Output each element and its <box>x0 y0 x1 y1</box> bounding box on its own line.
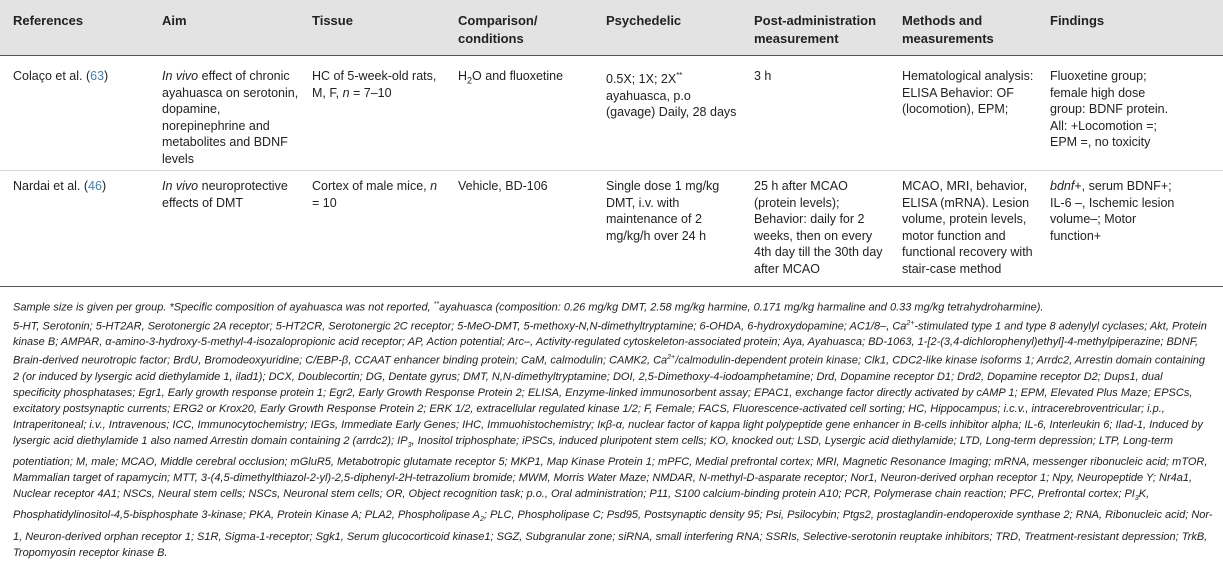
footnote-p2-sub1: 3 <box>407 442 412 450</box>
row1-comparison <box>458 68 598 89</box>
row2-psychedelic: Single dose 1 mg/kg DMT, i.v. with maintenance of 2 mg/kg/h over 24 h <box>606 179 720 243</box>
row1-tissue-n: n <box>342 85 350 100</box>
row1-reference <box>13 68 153 85</box>
row1-aim-text: effect of chronic ayahuasca on serotonin, dopamine, norepinephrine and metabolites and BDNF levels <box>162 69 299 166</box>
row2-findings <box>1050 178 1180 244</box>
footnote-abbreviations <box>13 316 1213 561</box>
row1-tissue <box>312 68 447 101</box>
header-comparison: Comparison/ conditions <box>458 13 538 46</box>
footnote-p2-a: 5-HT, Serotonin; 5-HT2AR, Serotonergic 2A receptor; 5-HT2CR, Serotonergic 2C receptor; 5-MeO-DMT, 5-methoxy-N,N-dimethyltryptamine; 6-OHDA, 6-hydroxydopamine; AC1/8–, Ca <box>13 320 907 333</box>
header-tissue: Tissue <box>312 13 353 28</box>
footnote-p2-b: -stimulated type 1 and type 8 adenylyl cyclases; Akt, Protein kinase B; AMPAR, α-amino-3-hydroxy-5-methyl-4-isozalopropionic acid receptor; AP, Action potential; Arc–, Activity-regulated cytoskeleton-associated protein; Aya, Ayahuasca; BD-1063, 1-[2-(3,4-dichlorophenyl)ethyl]-4-methylpiperazine; BDNF, Brain-derived neurotropic factor; BrdU, Bromodeoxyuridine; C/EBP-β, CCAAT enhancer binding protein; CaM, calmodulin; CAMK2, Ca <box>13 320 1207 367</box>
row2-tissue-b: = 10 <box>312 195 337 210</box>
row1-psy-b: ayahuasca, p.o (gavage) Daily, 28 days <box>606 88 737 120</box>
row1-tissue-a: HC of 5-week-old rats, M, F, <box>312 69 437 100</box>
row2-ref-link[interactable]: 46 <box>88 179 102 193</box>
row1-comp-a: H <box>458 69 468 83</box>
footnote-p2-f: ; PLC, Phospholipase C; Psd95, Postsynaptic density 95; Psi, Psilocybin; Ptgs2, prostaglandin-endoperoxide synthase 2; RNA, Ribonucleic acid; Nor-1, Neuron-derived orphan receptor 1; S1R, Sigma-1-receptor; Sgk1, Serum glucocorticoid kinase1; SGZ, Subgranular zone; siRNA, small interfering RNA; SSRIs, Selective-serotonin reuptake inhibitors; TRD, Treatment-resistant depression; TrkB, Tropomyosin receptor kinase B. <box>13 509 1213 559</box>
row2-tissue-n: n <box>430 179 438 193</box>
row1-aim <box>162 68 302 167</box>
row1-findings: Fluoxetine group; female high dose group: BDNF protein. All: +Locomotion =; EPM =, no toxicity <box>1050 69 1169 149</box>
row2-findings-italic: bdnf <box>1050 179 1075 193</box>
row2-aim <box>162 178 302 211</box>
row2-ref-author: Nardai et al. ( <box>13 179 89 193</box>
footnote-p2-c: /calmodulin-dependent protein kinase; Clk1, CDC2-like kinase isoforms 1; Arrdc2, Arrestin domain containing 2 (or induced by lysergic acid diethylamide 1, ilad1); DCX, Doublecortin; DG, Dentate gyrus; DMT, N,N-dimethyltryptamine; DOI, 2,5-Dimethoxy-4-iodoamphetamine; Drd, Dopamine receptor D1; Drd2, Dopamine receptor D2; Dups1, dual specificity phosphatases; Egr1, Early growth response protein 1; Egr2, Early Growth Response Protein 2; ELISA, Enzyme-linked immunosorbent assay; EPAC1, exchange factor directly activated by cAMP 1; EPM, Elevated Plus Maze; EPSCs, excitatory postsynaptic currents; ERG2 or Krox20, Early Growth Response Protein 2; ERK 1/2, extracellular regulated kinase 1/2; F, Female; FACS, Fluorescence-activated cell sorting; HC, Hippocampus; i.c.v., intracerebroventricular; i.p., Intraperitoneal; i.v., Intravenous; ICC, Immunocytochemistry; IEGs, Immediate Early Genes; IHC, Immuohistochemistry; Iκβ-α, nuclear factor of kappa light polypeptide gene enhancer in B-cells inhibitor alpha; IL-6, Interleukin 6; Ilad-1, Induced by lysergic acid diethylamide 1 also named Arrestin domain containing 2 (arrdc2); IP <box>13 354 1206 447</box>
header-findings: Findings <box>1050 13 1105 28</box>
footnote-p1-b: ayahuasca (composition: 0.26 mg/kg DMT, 2.58 mg/kg harmine, 0.171 mg/kg harmaline and 0.33 mg/kg tetrahydroharmine). <box>439 301 1044 314</box>
footnote-p1-sup: ** <box>433 301 440 308</box>
row2-aim-italic: In vivo <box>162 179 199 193</box>
footnote-sample-size <box>13 297 1213 316</box>
row2-tissue-a: Cortex of male mice, <box>312 179 431 193</box>
footnote-p2-e: K, Phosphatidylinositol-4,5-bisphosphate 3-kinase; PKA, Protein Kinase A; PLA2, Phospholipase A <box>13 488 1150 522</box>
row1-ref-link[interactable]: 63 <box>90 69 105 83</box>
row2-aim-text: neuroprotective effects of DMT <box>162 179 288 210</box>
row1-comp-b: O and fluoxetine <box>472 69 564 83</box>
header-psychedelic: Psychedelic <box>606 13 682 28</box>
header-methods: Methods and measurements <box>902 13 994 46</box>
row1-psychedelic <box>606 68 741 121</box>
footnote-p1-a: Sample size is given per group. *Specific composition of ayahuasca was not reported, <box>13 301 434 314</box>
row1-comp-sub: 2 <box>467 75 473 86</box>
footnote-p2-sup1: 2+ <box>906 319 915 327</box>
header-references: References <box>13 13 84 28</box>
footnote-p2-sub2: 3 <box>1134 495 1139 503</box>
footnote-p2-d: , Inositol triphosphate; iPSCs, induced pluripotent stem cells; KO, knocked out; LSD, Lysergic acid diethylamide; LTD, Long-term depression; LTP, Long-term potentiation; M, male; MCAO, Middle cerebral occlusion; mGluR5, Metabotropic glutamate receptor 5; MKP1, Map Kinase Protein 1; mPFC, Medial prefrontal cortex; MRI, Magnetic Resonance Imaging; mRNA, messenger ribonucleic acid; mTOR, Mammalian target of rapamycin; MTT, 3-(4,5-dimethylthiazol-2-yl)-2,5-diphenyl-2H-tetrazolium bromide; MWM, Morris Water Maze; NMDAR, N-methyl-D-asparate receptor; Nor1, Neuron-derived orphan receptor 1; Npy, Neuropeptide Y; Nr4a1, Nuclear receptor 4A1; NSCs, Neural stem cells; NSCs, Neuronal stem cells; OR, Object recognition task; p.o., Oral administration; P11, S100 calcium-binding protein A10; PCR, Polymerase chain reaction; PFC, Prefrontal cortex; PI <box>13 434 1208 501</box>
header-aim: Aim <box>162 13 187 28</box>
row2-post-administration: 25 h after MCAO (protein levels); Behavior: daily for 2 weeks, then on every 4th day till the 30th day after MCAO <box>754 179 883 276</box>
row1-methods: Hematological analysis: ELISA Behavior: OF (locomotion), EPM; <box>902 69 1034 116</box>
row-divider <box>0 170 1223 171</box>
row2-methods: MCAO, MRI, behavior, ELISA (mRNA). Lesion volume, protein levels, motor function and functional recovery with stair-case method <box>902 179 1033 276</box>
row2-ref-close: ) <box>101 179 107 193</box>
row1-ref-close: ) <box>104 69 109 83</box>
row1-ref-author: Colaço et al. ( <box>13 69 91 83</box>
row1-psy-sup: ** <box>676 71 683 80</box>
footnote-p2-sub3: 2 <box>479 516 484 524</box>
header-post-administration: Post-administration measurement <box>754 13 877 46</box>
row1-psy-a: 0.5X; 1X; 2X <box>606 72 677 87</box>
row2-findings-text: +, serum BDNF+; IL-6 –, Ischemic lesion volume–; Motor function+ <box>1050 179 1175 243</box>
row1-post-administration: 3 h <box>754 69 772 83</box>
footnote-p2-sup2: 2+ <box>667 354 676 362</box>
row1-tissue-b: = 7–10 <box>349 85 392 100</box>
row1-aim-italic: In vivo <box>162 69 199 83</box>
row2-tissue <box>312 178 447 211</box>
row2-reference <box>13 178 153 195</box>
row2-comparison: Vehicle, BD-106 <box>458 179 548 193</box>
table-bottom-rule <box>0 286 1223 287</box>
table-footnote <box>13 297 1213 561</box>
